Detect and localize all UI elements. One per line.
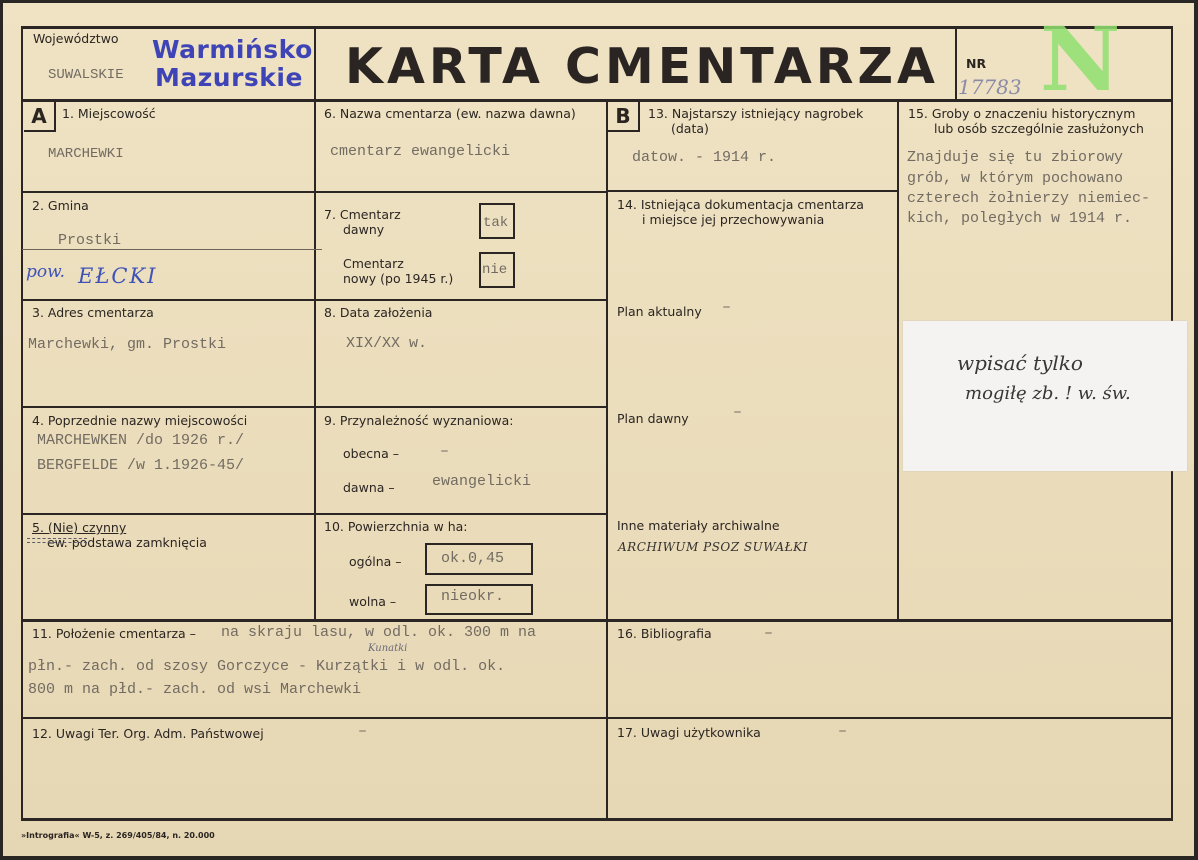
other-materials-label: Inne materiały archiwalne	[617, 518, 780, 533]
field-6-label: 6. Nazwa cmentarza (ew. nazwa dawna)	[324, 106, 576, 121]
field-7-old-sublabel: dawny	[343, 222, 385, 237]
field-15-line: kich, poległych w 1914 r.	[907, 210, 1133, 227]
grid-line	[314, 26, 316, 620]
field-15-line: czterech żołnierzy niemiec-	[907, 190, 1151, 207]
field-9-former-value: ewangelicki	[432, 473, 532, 490]
number-value: 17783	[958, 75, 1022, 99]
field-3-label: 3. Adres cmentarza	[32, 305, 154, 320]
field-2-hand-prefix: pow.	[26, 262, 66, 282]
field-8-value: XIX/XX w.	[346, 335, 428, 352]
field-11-line: płn.- zach. od szosy Gorczyce - Kurzątki i w odl. ok.	[28, 658, 506, 675]
printer-imprint: »Intrografia« W-5, z. 269/405/84, n. 20.000	[21, 831, 215, 840]
grid-line	[607, 190, 898, 192]
field-12-value: –	[358, 723, 368, 740]
scan-edge	[0, 0, 1198, 3]
voivodeship-label: Województwo	[33, 31, 119, 46]
field-7-new-label: Cmentarz	[343, 256, 404, 271]
field-11-label: 11. Położenie cmentarza –	[32, 626, 196, 641]
scan-edge	[1194, 0, 1198, 860]
field-9-former-label: dawna –	[343, 480, 395, 495]
grid-line	[22, 299, 607, 301]
grid-line	[22, 619, 1173, 622]
field-15-line: Znajduje się tu zbiorowy	[907, 149, 1124, 166]
field-2-hand-value: EŁCKI	[78, 264, 158, 288]
section-b-badge: B	[608, 102, 640, 132]
field-7-new-sublabel: nowy (po 1945 r.)	[343, 271, 454, 286]
field-8-label: 8. Data założenia	[324, 305, 433, 320]
grid-line	[22, 99, 1173, 102]
field-15-line: grób, w którym pochowano	[907, 170, 1124, 187]
field-5-sublabel: ew. podstawa zamknięcia	[47, 535, 207, 550]
strike-marks	[27, 538, 87, 543]
field-13-value: datow. - 1914 r.	[632, 149, 777, 166]
field-11-line: na skraju lasu, w odl. ok. 300 m na	[221, 624, 537, 641]
grid-line	[22, 191, 607, 193]
field-9-current-value: –	[440, 443, 450, 460]
frame-line	[21, 26, 23, 821]
other-materials-value: ARCHIWUM PSOZ SUWAŁKI	[618, 540, 808, 554]
number-label: NR	[966, 56, 987, 71]
field-17-label: 17. Uwagi użytkownika	[617, 725, 761, 740]
scan-edge	[0, 0, 3, 860]
field-13-label: 13. Najstarszy istniejący nagrobek	[648, 106, 864, 121]
field-11-line: 800 m na płd.- zach. od wsi Marchewki	[28, 681, 362, 698]
field-10-total-value: ok.0,45	[441, 550, 505, 567]
stamp-line: Warmińsko	[152, 35, 313, 64]
field-7-old-box	[479, 203, 515, 239]
field-10-total-box	[425, 543, 533, 575]
field-9-current-label: obecna –	[343, 446, 399, 461]
field-16-label: 16. Bibliografia	[617, 626, 712, 641]
field-6-value: cmentarz ewangelicki	[330, 143, 511, 160]
field-10-total-label: ogólna –	[349, 554, 402, 569]
grid-line	[22, 513, 607, 515]
field-17-value: –	[838, 723, 848, 740]
field-7-new-box	[479, 252, 515, 288]
field-7-new-value: nie	[482, 262, 508, 278]
grid-line	[897, 100, 899, 620]
note-line: mogiłę zb. ! w. św.	[965, 383, 1131, 404]
field-2-value: Prostki	[58, 232, 122, 249]
field-7-old-label: 7. Cmentarz	[324, 207, 401, 222]
field-9-label: 9. Przynależność wyznaniowa:	[324, 413, 514, 428]
field-3-value: Marchewki, gm. Prostki	[28, 336, 227, 353]
note-line: wpisać tylko	[957, 351, 1083, 375]
frame-line	[22, 818, 1173, 821]
stamp-line: Mazurskie	[155, 63, 303, 92]
green-marker-letter: N	[1040, 7, 1121, 111]
grid-line	[22, 717, 1173, 719]
pasted-note	[903, 321, 1187, 471]
field-13-sublabel: (data)	[671, 121, 709, 136]
grid-line	[955, 26, 957, 100]
field-4-label: 4. Poprzednie nazwy miejscowości	[32, 413, 248, 428]
field-14-label: 14. Istniejąca dokumentacja cmentarza	[617, 197, 864, 212]
field-11-hand-correction: Kunatki	[368, 643, 408, 654]
field-15-sublabel: lub osób szczególnie zasłużonych	[934, 121, 1144, 136]
card-title: KARTA CMENTARZA	[345, 38, 939, 95]
field-10-free-box	[425, 584, 533, 615]
plan-current-label: Plan aktualny	[617, 304, 702, 319]
field-10-free-label: wolna –	[349, 594, 397, 609]
field-1-label: 1. Miejscowość	[62, 106, 156, 121]
voivodeship-stamp	[152, 36, 313, 92]
field-4-value-line: BERGFELDE /w 1.1926-45/	[37, 457, 245, 474]
voivodeship-typed: SUWALSKIE	[48, 67, 124, 83]
field-10-free-value: nieokr.	[441, 588, 505, 605]
grid-line	[22, 406, 607, 408]
field-15-label: 15. Groby o znaczeniu historycznym	[908, 106, 1136, 121]
scan-edge	[0, 856, 1198, 860]
frame-line	[22, 26, 1173, 29]
field-4-value-line: MARCHEWKEN /do 1926 r./	[37, 432, 245, 449]
field-10-label: 10. Powierzchnia w ha:	[324, 519, 468, 534]
plan-old-value: –	[733, 404, 743, 421]
section-a-badge: A	[24, 102, 56, 132]
field-12-label: 12. Uwagi Ter. Org. Adm. Państwowej	[32, 726, 264, 741]
field-16-value: –	[764, 625, 774, 642]
field-1-value: MARCHEWKI	[48, 146, 124, 162]
grid-line	[606, 100, 608, 820]
plan-old-label: Plan dawny	[617, 411, 689, 426]
field-7-old-value: tak	[483, 215, 509, 231]
field-2-label: 2. Gmina	[32, 198, 89, 213]
field-5-label: 5. (Nie) czynny	[32, 520, 127, 535]
field-14-sublabel: i miejsce jej przechowywania	[642, 212, 825, 227]
plan-current-value: –	[722, 299, 732, 316]
